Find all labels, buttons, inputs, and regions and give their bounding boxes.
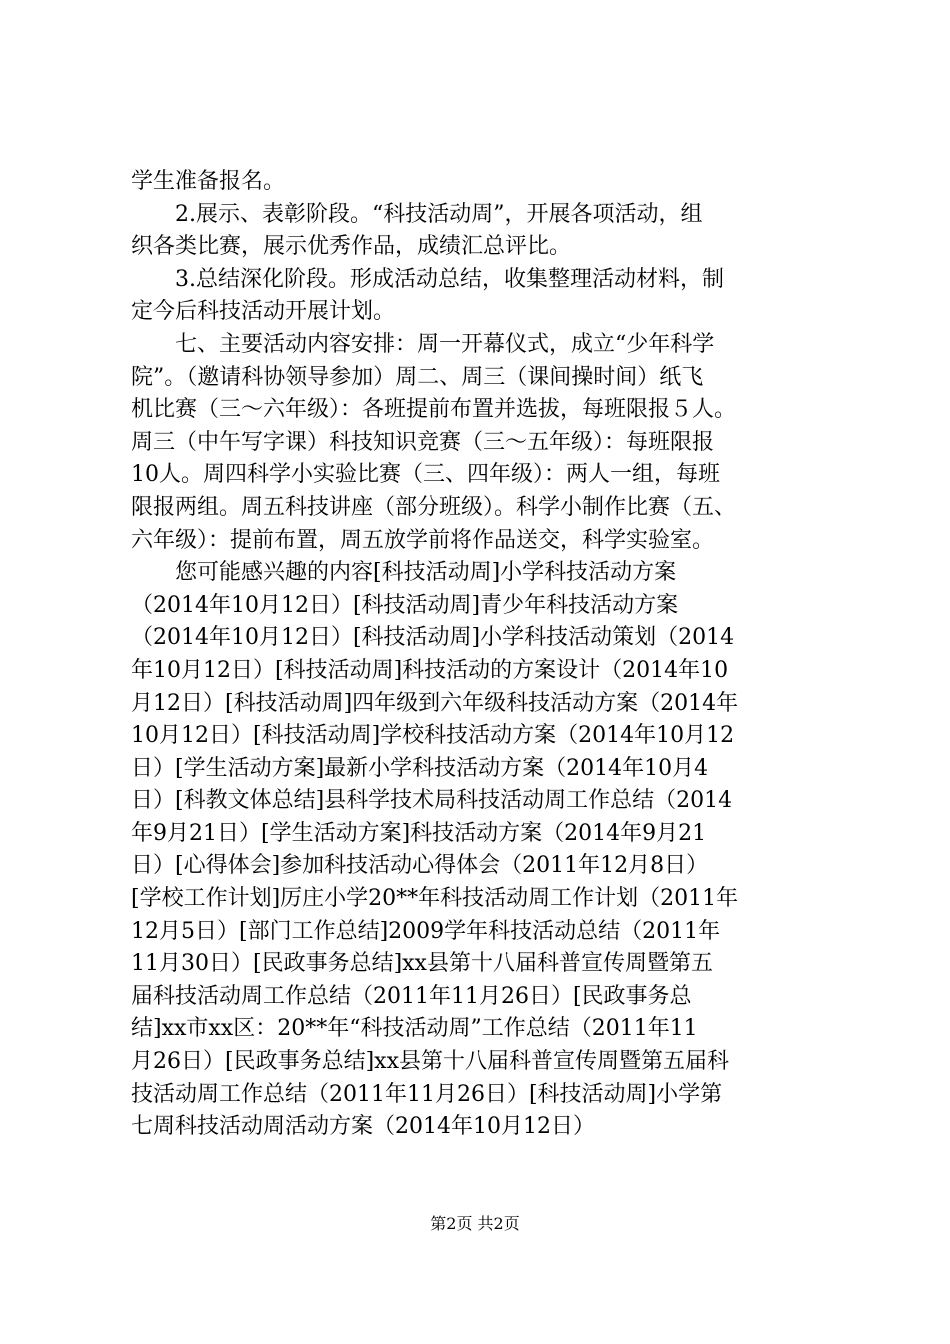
text-line: 学生准备报名。: [131, 169, 286, 194]
text-line: 10人。周四科学小实验比赛（三、四年级）：两人一组，每班: [131, 462, 720, 488]
text-line: 11月30日）[民政事务总结]xx县第十八届科普宣传周暨第五: [131, 951, 713, 977]
text-line: 日）[科教文体总结]县科学技术局科技活动周工作总结（2014: [131, 788, 733, 814]
text-line: 技活动周工作总结（2011年11月26日）[科技活动周]小学第: [131, 1081, 723, 1107]
text-line: 周三（中午写字课）科技知识竞赛（三～五年级）：每班限报: [131, 429, 715, 455]
text-line: 10月12日）[科技活动周]学校科技活动方案（2014年10月12: [131, 723, 735, 749]
text-line: 机比赛（三～六年级）：各班提前布置并选拔，每班限报５人。: [131, 397, 737, 423]
text-line: 月12日）[科技活动周]四年级到六年级科技活动方案（2014年: [131, 690, 739, 716]
text-line: 七周科技活动周活动方案（2014年10月12日）: [131, 1114, 595, 1140]
text-line: 织各类比赛，展示优秀作品，成绩汇总评比。: [131, 234, 572, 260]
text-line: 年9月21日）[学生活动方案]科技活动方案（2014年9月21: [131, 820, 707, 846]
text-line: 3.总结深化阶段。形成活动总结，收集整理活动材料，制: [131, 266, 724, 292]
page-number-footer: 第2页 共2页: [430, 1214, 520, 1233]
text-line: 院”。（邀请科协领导参加）周二、周三（课间操时间）纸飞: [131, 364, 704, 390]
text-line: 年10月12日）[科技活动周]科技活动的方案设计（2014年10: [131, 657, 729, 683]
text-line: [学校工作计划]厉庄小学20**年科技活动周工作计划（2011年: [131, 886, 739, 912]
text-line: 七、主要活动内容安排：周一开幕仪式，成立“少年科学: [131, 331, 715, 357]
text-line: 月26日）[民政事务总结]xx县第十八届科普宣传周暨第五届科: [131, 1049, 729, 1075]
text-line: 您可能感兴趣的内容[科技活动周]小学科技活动方案: [131, 560, 677, 586]
text-line: 日）[心得体会]参加科技活动心得体会（2011年12月8日）: [131, 853, 709, 879]
text-line: 六年级）：提前布置，周五放学前将作品送交，科学实验室。: [131, 527, 715, 553]
text-line: 日）[学生活动方案]最新小学科技活动方案（2014年10月4: [131, 755, 709, 781]
text-line: 届科技活动周工作总结（2011年11月26日）[民政事务总: [131, 983, 692, 1009]
text-line: 结]xx市xx区：20**年“科技活动周”工作总结（2011年11: [131, 1016, 698, 1042]
text-line: （2014年10月12日）[科技活动周]青少年科技活动方案: [131, 592, 679, 618]
document-body: [131, 166, 833, 1144]
text-line: （2014年10月12日）[科技活动周]小学科技活动策划（2014: [131, 625, 735, 651]
text-line: 定今后科技活动开展计划。: [131, 299, 396, 325]
text-line: 限报两组。周五科技讲座（部分班级）。科学小制作比赛（五、: [131, 494, 737, 520]
text-line: 12月5日）[部门工作总结]2009学年科技活动总结（2011年: [131, 918, 721, 944]
text-line: 2.展示、表彰阶段。“科技活动周”，开展各项活动，组: [131, 201, 703, 227]
